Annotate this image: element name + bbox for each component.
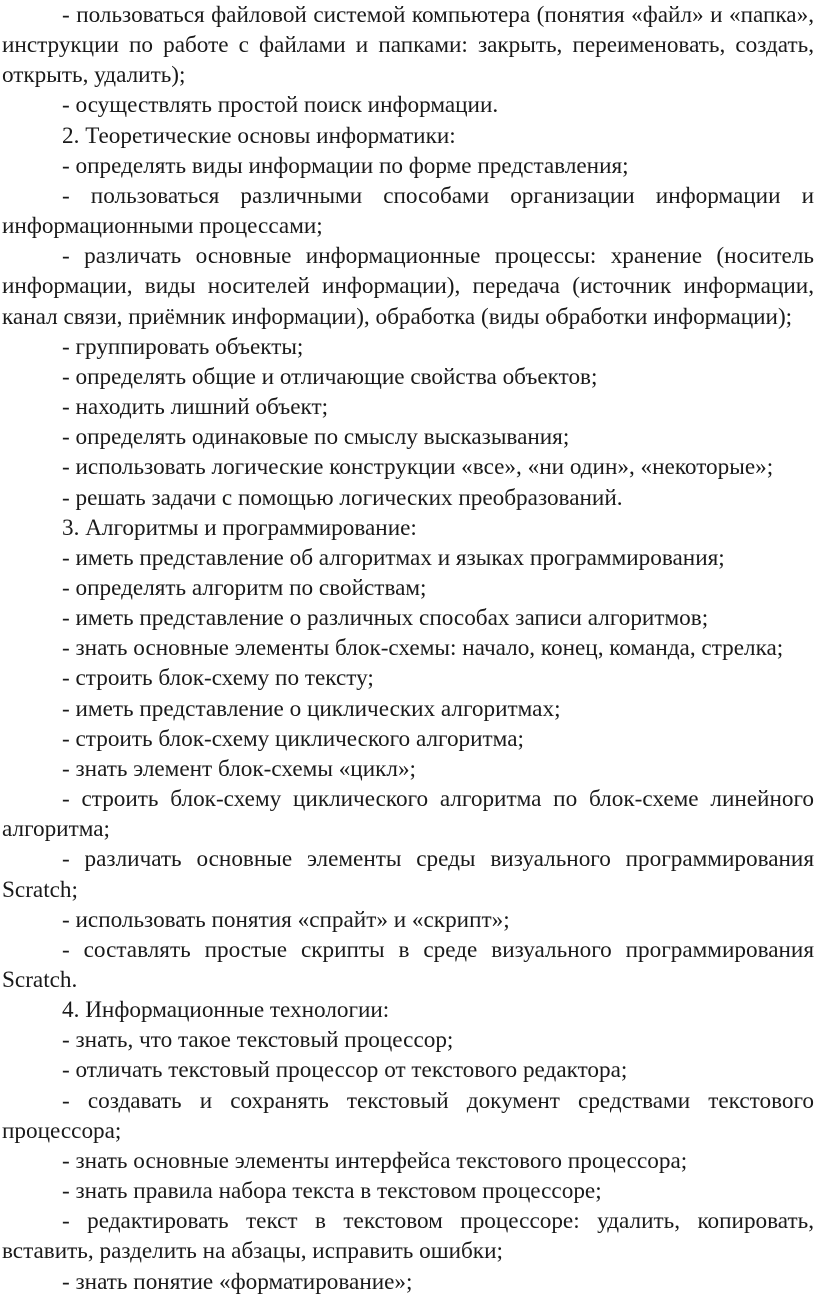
paragraph-logic-tasks: - решать задачи с помощью логических преобразований. [62,484,623,511]
paragraph-cyclic-algorithms: - иметь представление о циклических алгоритмах; [62,695,561,722]
paragraph-cyclic-flowchart: - строить блок-схему циклического алгоритма; [62,725,524,752]
paragraph-typing-rules: - знать правила набора текста в текстовом процессоре; [62,1178,602,1205]
paragraph-edit-text: - редактировать текст в текстовом процессоре: удалить, копировать, вставить, разделить на абзацы, исправить ошибки; [2,1208,814,1265]
paragraph-cycle-element: - знать элемент блок-схемы «цикл»; [62,755,416,782]
paragraph-object-properties: - определять общие и отличающие свойства объектов; [62,363,598,390]
paragraph-info-types: - определять виды информации по форме представления; [62,152,629,179]
paragraph-search: - осуществлять простой поиск информации. [62,92,499,119]
paragraph-logic-constructs: - использовать логические конструкции «все», «ни один», «некоторые»; [62,454,774,481]
paragraph-create-save-document: - создавать и сохранять текстовый документ средствами текстового процессора; [2,1087,814,1144]
paragraph-scratch-scripts: - составлять простые скрипты в среде визуального программирования Scratch. [2,936,814,993]
paragraph-same-statements: - определять одинаковые по смыслу высказывания; [62,424,570,451]
paragraph-info-organization: - пользоваться различными способами организации информации и информационными процессами; [2,182,814,240]
paragraph-cyclic-from-linear: - строить блок-схему циклического алгоритма по блок-схеме линейного алгоритма; [2,786,814,843]
paragraph-processor-vs-editor: - отличать текстовый процессор от текстового редактора; [62,1057,628,1084]
paragraph-odd-object: - находить лишний объект; [62,394,329,421]
section-heading-theory: 2. Теоретические основы информатики: [62,122,456,149]
paragraph-algorithms-languages: - иметь представление об алгоритмах и языках программирования; [62,544,725,571]
paragraph-scratch-elements: - различать основные элементы среды визуального программирования Scratch; [2,846,814,903]
paragraph-algorithm-properties: - определять алгоритм по свойствам; [62,574,427,601]
paragraph-formatting: - знать понятие «форматирование»; [62,1268,413,1295]
section-heading-it: 4. Информационные технологии: [62,997,390,1024]
paragraph-sprite-script: - использовать понятия «спрайт» и «скрипт»; [62,906,510,933]
paragraph-file-system: - пользоваться файловой системой компьютера (понятия «файл» и «папка», инструкции по работе с файлами и папками: закрыть, переименовать, создать, открыть, удалить); [2,2,814,89]
paragraph-algorithm-notation: - иметь представление о различных способах записи алгоритмов; [62,605,709,632]
paragraph-info-processes: - различать основные информационные процессы: хранение (носитель информации, виды носителей информации), передача (источник информации, канал связи, приёмник информации), обработка (виды обработки информации); [2,243,814,330]
paragraph-interface-elements: - знать основные элементы интерфейса текстового процессора; [62,1147,688,1174]
section-heading-algorithms: 3. Алгоритмы и программирование: [62,514,417,541]
paragraph-flowchart-from-text: - строить блок-схему по тексту; [62,665,374,692]
paragraph-word-processor: - знать, что такое текстовый процессор; [62,1027,454,1054]
paragraph-group-objects: - группировать объекты; [62,333,304,360]
paragraph-flowchart-elements: - знать основные элементы блок-схемы: начало, конец, команда, стрелка; [62,635,784,662]
